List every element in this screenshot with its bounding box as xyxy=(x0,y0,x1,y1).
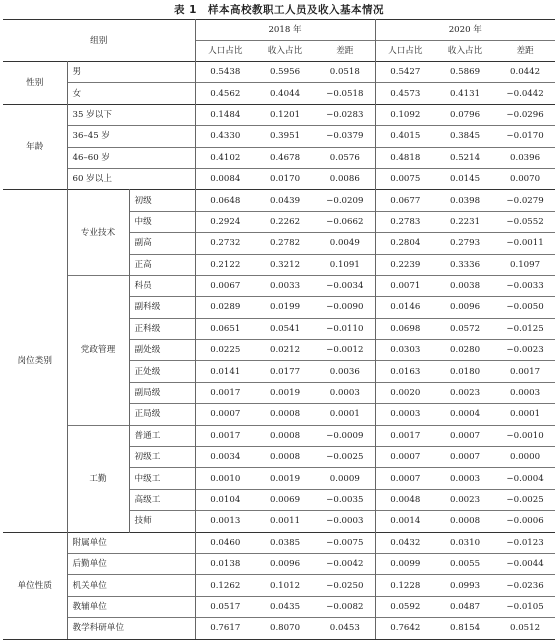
table-cell: 0.0036 xyxy=(315,361,375,382)
table-cell: 0.7617 xyxy=(195,618,255,639)
year-2018-header: 2018 年 xyxy=(195,20,375,41)
table-cell: 0.0310 xyxy=(435,532,495,553)
row-label: 中级 xyxy=(129,211,195,232)
table-cell: −0.0010 xyxy=(495,425,555,446)
table-cell: 0.5427 xyxy=(375,62,435,83)
table-row xyxy=(3,275,555,296)
table-cell: 0.5869 xyxy=(435,62,495,83)
table-cell: 0.0017 xyxy=(375,425,435,446)
table-row xyxy=(3,83,555,104)
table-cell: 0.4102 xyxy=(195,147,255,168)
col-header: 收入占比 xyxy=(255,41,315,62)
row-label: 36–45 岁 xyxy=(67,126,195,147)
table-cell: 0.0023 xyxy=(435,382,495,403)
table-cell: −0.0042 xyxy=(315,553,375,574)
table-cell: 0.0017 xyxy=(495,361,555,382)
table-cell: 0.0033 xyxy=(255,275,315,296)
col-header: 人口占比 xyxy=(375,41,435,62)
table-cell: 0.1228 xyxy=(375,575,435,596)
table-cell: −0.0006 xyxy=(495,511,555,532)
col-header: 人口占比 xyxy=(195,41,255,62)
col-header: 差距 xyxy=(495,41,555,62)
table-cell: 0.0009 xyxy=(315,468,375,489)
table-cell: 0.2924 xyxy=(195,211,255,232)
row-label: 副科级 xyxy=(129,297,195,318)
table-cell: 0.3336 xyxy=(435,254,495,275)
table-cell: 0.0518 xyxy=(315,62,375,83)
table-cell: 0.4562 xyxy=(195,83,255,104)
year-2020-header: 2020 年 xyxy=(375,20,555,41)
table-cell: 0.3845 xyxy=(435,126,495,147)
table-cell: 0.5956 xyxy=(255,62,315,83)
table-cell: 0.0001 xyxy=(315,404,375,425)
table-cell: 0.0010 xyxy=(195,468,255,489)
row-label: 46–60 岁 xyxy=(67,147,195,168)
table-cell: 0.2804 xyxy=(375,233,435,254)
table-cell: 0.0019 xyxy=(255,468,315,489)
table-cell: 0.1484 xyxy=(195,104,255,125)
table-cell: −0.0662 xyxy=(315,211,375,232)
table-cell: 0.0048 xyxy=(375,489,435,510)
col-header: 收入占比 xyxy=(435,41,495,62)
table-cell: 0.0001 xyxy=(495,404,555,425)
table-row xyxy=(3,168,555,189)
table-row xyxy=(3,126,555,147)
table-cell: 0.0096 xyxy=(255,553,315,574)
table-row xyxy=(3,104,555,125)
row-label: 正高 xyxy=(129,254,195,275)
table-cell: −0.0279 xyxy=(495,190,555,211)
table-cell: 0.0385 xyxy=(255,532,315,553)
table-cell: 0.0007 xyxy=(375,447,435,468)
table-cell: −0.0170 xyxy=(495,126,555,147)
table-cell: 0.0071 xyxy=(375,275,435,296)
table-cell: 0.0055 xyxy=(435,553,495,574)
table-cell: 0.0017 xyxy=(195,425,255,446)
table-cell: 0.4678 xyxy=(255,147,315,168)
group-professional: 专业技术 xyxy=(67,190,129,276)
table-cell: −0.0296 xyxy=(495,104,555,125)
table-cell: 0.0487 xyxy=(435,596,495,617)
group-gender: 性别 xyxy=(3,62,67,105)
table-cell: 0.0007 xyxy=(375,468,435,489)
row-label: 副处级 xyxy=(129,340,195,361)
table-cell: 0.0180 xyxy=(435,361,495,382)
table-cell: 0.0075 xyxy=(375,168,435,189)
table-cell: 0.5438 xyxy=(195,62,255,83)
table-cell: 0.5214 xyxy=(435,147,495,168)
table-cell: 0.0453 xyxy=(315,618,375,639)
table-cell: 0.1092 xyxy=(375,104,435,125)
col-header: 差距 xyxy=(315,41,375,62)
table-cell: 0.0007 xyxy=(435,447,495,468)
row-label: 初级 xyxy=(129,190,195,211)
row-label: 附属单位 xyxy=(67,532,195,553)
row-label: 正局级 xyxy=(129,404,195,425)
table-cell: 0.3951 xyxy=(255,126,315,147)
row-label: 正处级 xyxy=(129,361,195,382)
table-cell: 0.0517 xyxy=(195,596,255,617)
table-cell: 0.0069 xyxy=(255,489,315,510)
table-cell: 0.1091 xyxy=(315,254,375,275)
table-cell: 0.0651 xyxy=(195,318,255,339)
table-caption: 表 1 样本高校教职工人员及收入基本情况 xyxy=(174,4,384,16)
data-table xyxy=(3,19,555,640)
table-cell: −0.0044 xyxy=(495,553,555,574)
table-cell: 0.0038 xyxy=(435,275,495,296)
row-label: 正科级 xyxy=(129,318,195,339)
table-cell: 0.0432 xyxy=(375,532,435,553)
table-cell: 0.0011 xyxy=(255,511,315,532)
table-cell: 0.8070 xyxy=(255,618,315,639)
table-cell: −0.0090 xyxy=(315,297,375,318)
table-cell: 0.2231 xyxy=(435,211,495,232)
table-cell: 0.2732 xyxy=(195,233,255,254)
table-cell: 0.0541 xyxy=(255,318,315,339)
table-cell: −0.0025 xyxy=(315,447,375,468)
group-worker: 工勤 xyxy=(67,425,129,532)
table-cell: 0.0576 xyxy=(315,147,375,168)
row-label: 男 xyxy=(67,62,195,83)
table-cell: 0.2262 xyxy=(255,211,315,232)
table-cell: 0.0013 xyxy=(195,511,255,532)
table-cell: −0.0105 xyxy=(495,596,555,617)
row-label: 科员 xyxy=(129,275,195,296)
table-cell: 0.0003 xyxy=(435,468,495,489)
table-row xyxy=(3,596,555,617)
table-cell: 0.0280 xyxy=(435,340,495,361)
table-cell: 0.0019 xyxy=(255,382,315,403)
group-unit: 单位性质 xyxy=(3,532,67,639)
table-cell: 0.0020 xyxy=(375,382,435,403)
table-cell: 0.3212 xyxy=(255,254,315,275)
row-label: 高级工 xyxy=(129,489,195,510)
table-cell: 0.0592 xyxy=(375,596,435,617)
table-cell: −0.0004 xyxy=(495,468,555,489)
table-cell: 0.0396 xyxy=(495,147,555,168)
table-cell: 0.0007 xyxy=(435,425,495,446)
row-label: 副高 xyxy=(129,233,195,254)
table-cell: −0.0442 xyxy=(495,83,555,104)
table-cell: −0.0110 xyxy=(315,318,375,339)
table-cell: 0.0212 xyxy=(255,340,315,361)
table-cell: 0.0170 xyxy=(255,168,315,189)
table-cell: 0.0163 xyxy=(375,361,435,382)
table-cell: 0.0017 xyxy=(195,382,255,403)
table-cell: −0.0012 xyxy=(315,340,375,361)
table-cell: 0.4818 xyxy=(375,147,435,168)
table-cell: 0.0512 xyxy=(495,618,555,639)
table-cell: −0.0034 xyxy=(315,275,375,296)
row-label: 教学科研单位 xyxy=(67,618,195,639)
table-cell: −0.0011 xyxy=(495,233,555,254)
table-cell: 0.0442 xyxy=(495,62,555,83)
table-cell: 0.2239 xyxy=(375,254,435,275)
table-row xyxy=(3,62,555,83)
table-cell: −0.0236 xyxy=(495,575,555,596)
table-cell: −0.0125 xyxy=(495,318,555,339)
row-label: 副局级 xyxy=(129,382,195,403)
row-label: 普通工 xyxy=(129,425,195,446)
table-row xyxy=(3,425,555,446)
table-cell: −0.0283 xyxy=(315,104,375,125)
table-cell: 0.0104 xyxy=(195,489,255,510)
table-cell: 0.4044 xyxy=(255,83,315,104)
table-cell: 0.0796 xyxy=(435,104,495,125)
group-header: 组别 xyxy=(3,20,195,62)
table-cell: 0.4330 xyxy=(195,126,255,147)
table-cell: 0.0677 xyxy=(375,190,435,211)
table-cell: 0.0993 xyxy=(435,575,495,596)
row-label: 教辅单位 xyxy=(67,596,195,617)
table-cell: 0.0023 xyxy=(435,489,495,510)
table-cell: 0.0398 xyxy=(435,190,495,211)
table-cell: 0.2122 xyxy=(195,254,255,275)
table-cell: 0.7642 xyxy=(375,618,435,639)
table-cell: −0.0033 xyxy=(495,275,555,296)
table-cell: −0.0379 xyxy=(315,126,375,147)
table-cell: 0.0086 xyxy=(315,168,375,189)
table-cell: 0.0049 xyxy=(315,233,375,254)
table-row xyxy=(3,190,555,211)
table-cell: 0.4131 xyxy=(435,83,495,104)
table-cell: 0.0146 xyxy=(375,297,435,318)
group-party: 党政管理 xyxy=(67,275,129,425)
table-cell: 0.0003 xyxy=(375,404,435,425)
table-cell: −0.0035 xyxy=(315,489,375,510)
group-position: 岗位类别 xyxy=(3,190,67,532)
table-cell: 0.0008 xyxy=(255,447,315,468)
table-cell: 0.0289 xyxy=(195,297,255,318)
table-cell: 0.0070 xyxy=(495,168,555,189)
table-cell: 0.0435 xyxy=(255,596,315,617)
table-cell: −0.0009 xyxy=(315,425,375,446)
table-cell: −0.0023 xyxy=(495,340,555,361)
table-cell: 0.0067 xyxy=(195,275,255,296)
table-cell: 0.0014 xyxy=(375,511,435,532)
table-cell: 0.0000 xyxy=(495,447,555,468)
row-label: 35 岁以下 xyxy=(67,104,195,125)
table-cell: −0.0050 xyxy=(495,297,555,318)
row-label: 机关单位 xyxy=(67,575,195,596)
table-cell: 0.0096 xyxy=(435,297,495,318)
table-cell: −0.0552 xyxy=(495,211,555,232)
table-cell: 0.0004 xyxy=(435,404,495,425)
table-cell: 0.0008 xyxy=(435,511,495,532)
table-cell: 0.0034 xyxy=(195,447,255,468)
table-cell: 0.8154 xyxy=(435,618,495,639)
table-cell: 0.1262 xyxy=(195,575,255,596)
table-cell: 0.0141 xyxy=(195,361,255,382)
table-cell: −0.0075 xyxy=(315,532,375,553)
table-cell: 0.0303 xyxy=(375,340,435,361)
table-cell: −0.0518 xyxy=(315,83,375,104)
table-cell: 0.0099 xyxy=(375,553,435,574)
table-cell: −0.0025 xyxy=(495,489,555,510)
table-cell: 0.0007 xyxy=(195,404,255,425)
table-cell: 0.0003 xyxy=(315,382,375,403)
table-cell: 0.1097 xyxy=(495,254,555,275)
table-cell: 0.0138 xyxy=(195,553,255,574)
table-cell: −0.0123 xyxy=(495,532,555,553)
group-age: 年龄 xyxy=(3,104,67,190)
table-cell: 0.4573 xyxy=(375,83,435,104)
table-cell: 0.0648 xyxy=(195,190,255,211)
table-cell: −0.0250 xyxy=(315,575,375,596)
row-label: 女 xyxy=(67,83,195,104)
table-cell: 0.1201 xyxy=(255,104,315,125)
row-label: 60 岁以上 xyxy=(67,168,195,189)
table-cell: 0.0698 xyxy=(375,318,435,339)
table-cell: 0.0084 xyxy=(195,168,255,189)
table-cell: 0.0439 xyxy=(255,190,315,211)
table-cell: 0.0008 xyxy=(255,425,315,446)
table-row xyxy=(3,532,555,553)
table-cell: 0.0145 xyxy=(435,168,495,189)
row-label: 初级工 xyxy=(129,447,195,468)
table-row xyxy=(3,618,555,639)
row-label: 技师 xyxy=(129,511,195,532)
table-cell: 0.0225 xyxy=(195,340,255,361)
table-cell: 0.2783 xyxy=(375,211,435,232)
table-cell: 0.0177 xyxy=(255,361,315,382)
row-label: 后勤单位 xyxy=(67,553,195,574)
table-cell: 0.2793 xyxy=(435,233,495,254)
table-row xyxy=(3,147,555,168)
table-cell: 0.1012 xyxy=(255,575,315,596)
table-cell: 0.0008 xyxy=(255,404,315,425)
row-label: 中级工 xyxy=(129,468,195,489)
table-row xyxy=(3,553,555,574)
table-cell: −0.0003 xyxy=(315,511,375,532)
table-cell: 0.0460 xyxy=(195,532,255,553)
table-cell: 0.0003 xyxy=(495,382,555,403)
table-cell: 0.2782 xyxy=(255,233,315,254)
table-cell: 0.0199 xyxy=(255,297,315,318)
table-cell: 0.4015 xyxy=(375,126,435,147)
table-cell: −0.0082 xyxy=(315,596,375,617)
table-row xyxy=(3,575,555,596)
table-cell: −0.0209 xyxy=(315,190,375,211)
table-cell: 0.0572 xyxy=(435,318,495,339)
